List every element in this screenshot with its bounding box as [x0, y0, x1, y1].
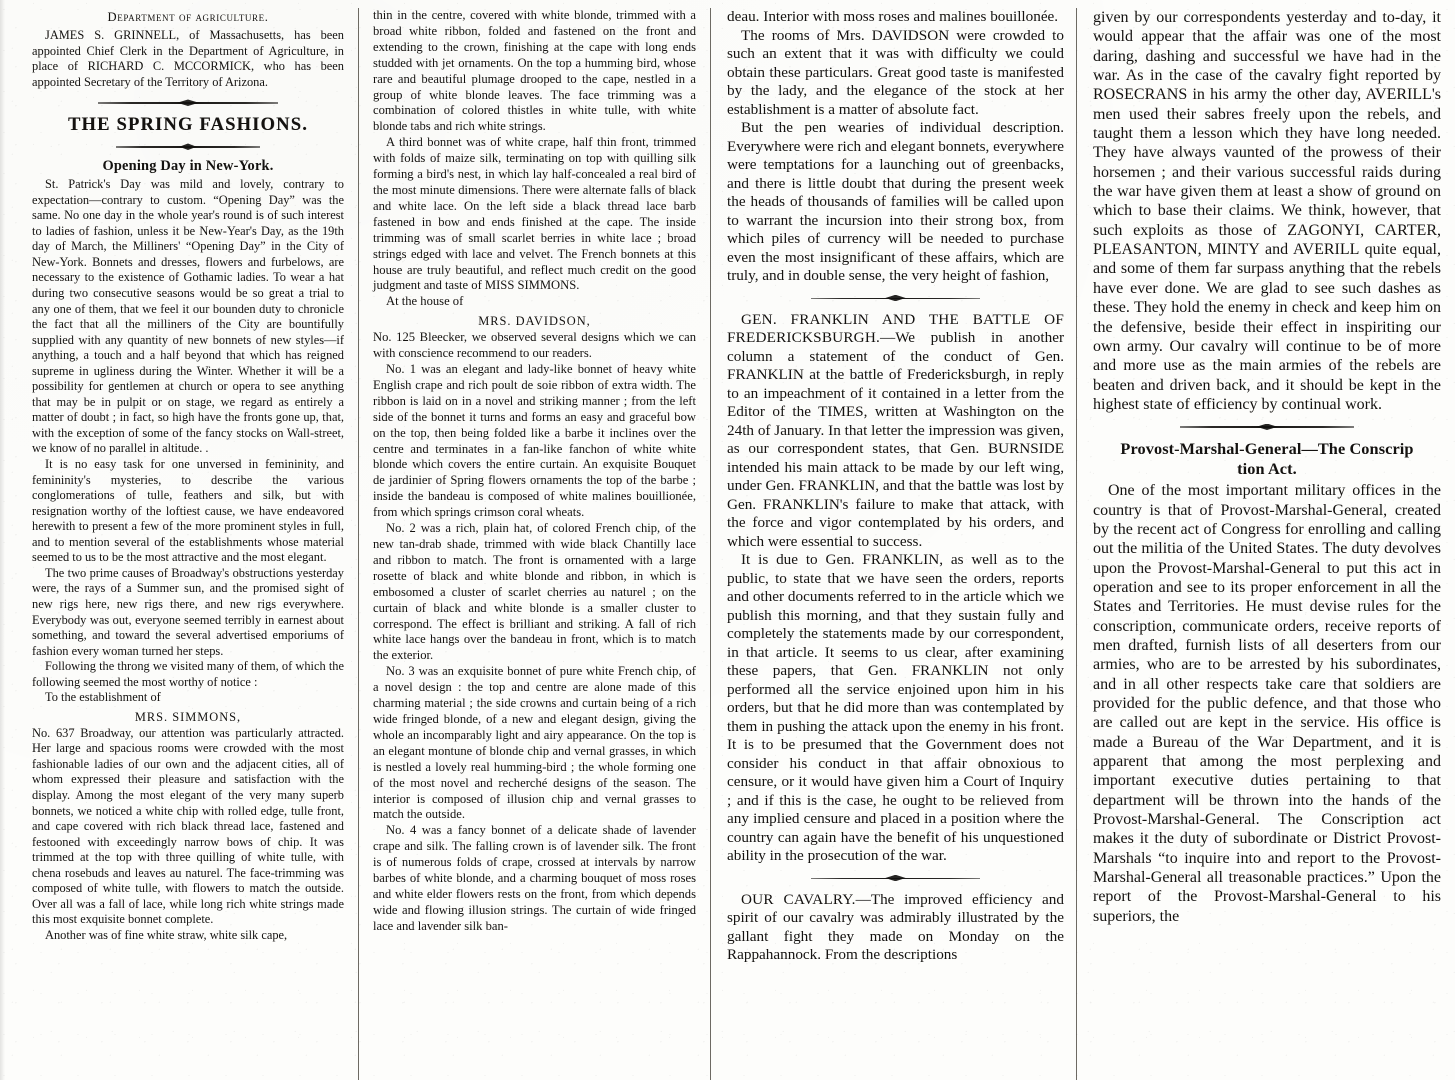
our-cavalry-article-opening: [727, 891, 1064, 965]
column-2: [358, 8, 710, 1080]
mrs-davidson-name-header: MRS. DAVIDSON,: [478, 314, 591, 329]
spring-fashions-paragraph-7: Another was of fine white straw, white silk cape,: [45, 927, 288, 942]
provost-marshal-general-paragraph: One of the most important military offices in the country is that of Provost-Marshal-General, created by the recent act of Congress for enrolling and calling out the militia of the United States. The duty devolves upon the Provost-Marshal-General to put this act in operation and see to its proper enforcement in all the States and Territories. He must devise rules for the conscription, communicate orders, receive reports of men drafted, furnish lists of all deserters from our armies, who are to be arrested by his subordinates, and in all other respects take care that soldiers are provided for the public defence, and that those who are called out are kept in the service. His office is made a Bureau of the War Department, and it is apparent that among the most perplexing and important executive duties pertaining to that department will be thrown into the hands of the Provost-Marshal-General. The Conscription act makes it the duty of subordinate or District Provost-Marshals “to inquire into and report to the Provost-Marshal-General all treasonable practices.” Upon the report of the Provost-Marshal-General to his superiors, the: [1093, 482, 1441, 925]
article-divider-rule-provost-marshal: [1180, 421, 1354, 433]
mrs-simmons-name-header: MRS. SIMMONS,: [134, 709, 242, 724]
bonnet-no-1-paragraph: No. 1 was an elegant and lady-like bonnet of heavy white English crape and rich poult de soie ribbon of extra width. The ribbon is laid on in a novel and striking manner ; from the left side of the bonnet it turns and forms an easy and graceful bow on the top, then being folded like a barbe it inclines over the centre and terminates in a fan-like fanchon of white white blonde which covers the entire curtain. An exquisite Bouquet de jardinier of Spring flowers ornaments the top of the barbe ; inside the bandeau is composed of white malines bouillionée, from which springs crimson coral wheats.: [373, 362, 696, 520]
spring-fashions-paragraph-1: St. Patrick's Day was mild and lovely, contrary to expectation—contrary to custom. “Opening Day” was the same. No one day in the whole year's round is of such interest to ladies of fashion, unless it be New-Year's Day, as the 19th day of March, the Milliners' “Opening Day” in the City of New-York. Bonnets and dresses, flowers and furbelows, are necessary to the existence of Gothamic ladies. To wear a hat during two consecutive seasons would be so great a trial to any one of them, that we feel it our bounden duty to chronicle the fact that all the milliners of the City are bountifully supplied with any quantity of new bonnets of new styles—if anything, a touch and a half beyond that which has reigned supreme in ugliness during the Winter. Whether it will be a possibility for gentlemen at church or opera to see anything that may be in pulpit or on stage, we regard as entirely a matter of doubt ; in fact, so high have the fronts gone up, that, with the exception of some of the fancy stocks on Wall-street, we know of no parallel in altitude. .: [32, 177, 344, 456]
provost-marshal-headline-line-2: tion Act.: [1237, 459, 1297, 479]
mrs-davidson-intro-paragraph: No. 125 Bleecker, we observed several designs which we can with conscience recommend to our readers.: [373, 330, 696, 361]
article-divider-rule-gen-franklin: [811, 293, 980, 305]
bonnet-description-continued: thin in the centre, covered with white blonde, trimmed with a broad white ribbon, folded and fastened on the front and extending to the crown, finishing at the cape with long ends studded with jet ornaments. On the top a humming bird, whose rare and beautiful plumage drooped to the cape, nestled in a group of white blonde leaves. The face trimming was a combination of colored thistles in white tulle, with white blonde tabs and rich white strings.: [373, 8, 696, 134]
headline-underline-rule: [116, 141, 260, 153]
column-4: [1076, 8, 1449, 1080]
spring-fashions-paragraph-2: It is no easy task for one unversed in femininity, and femininity's mysteries, to describe the various conglomerations of tulle, feathers and silk, but with resignation worthy of the loftiest cause, we have endeavored herewith to present a few of the more prominent styles in full, and to mention several of the establishments whose material seemed to us to be the most attractive and the most elegant.: [32, 457, 344, 565]
our-cavalry-continued-paragraph: given by our correspondents yesterday and to-day, it would appear that the affair was one of the most daring, dashing and successful we have had in the war. As in the case of the cavalry fight reported by ROSECRANS in his army the other day, AVERILL's men used their sabres freely upon the rebels, and taught them a lesson which they have long needed. They have always vaunted of the prowess of their horsemen ; and their various successful raids during the war have given them at least a show of ground on which to base their claims. We think, however, that such exploits as those of ZAGONYI, CARTER, PLEASANTON, MINTY and AVERILL quite equal, and some of them far surpass anything that the rebels have ever done. We are glad to see such dashes as these. They hold the enemy in check and keep him on the defensive, beside their effect in inspiriting our own army. Our cavalry will continue to be of more and more use as the main armies of the rebels are beaten and driven back, and it should be kept in the highest state of efficiency by continual work.: [1093, 9, 1441, 413]
provost-marshal-headline-line-1: Provost-Marshal-General—The Conscrip: [1120, 439, 1414, 459]
column-3: [710, 8, 1076, 1080]
article-divider-rule-our-cavalry: [811, 873, 980, 885]
spring-fashions-paragraph-4: Following the throng we visited many of them, of which the following seemed the most worthy of notice :: [32, 659, 344, 689]
our-cavalry-lead-in: OUR CAVALRY.: [741, 890, 856, 908]
third-bonnet-paragraph: A third bonnet was of white crape, half thin front, trimmed with folds of maize silk, terminating on top with quilling silk forming a bird's nest, in which lay half-concealed a real bird of the most minute dimensions. There were alternate falls of black and white lace. On the left side a black thread lace barb fastened in bow and ends finished at the cape. The inside trimming was of small scarlet berries in white lace ; broad strings edged with lace and velvet. The French bonnets at this house are truly beautiful, and reflect much credit on the good judgment and taste of MISS SIMMONS.: [373, 135, 696, 293]
mrs-davidson-rooms-paragraph: The rooms of Mrs. DAVIDSON were crowded to such an extent that it was with difficulty we could obtain these particulars. Great good taste is manifested by the lady, and the elegance of the stock at her establishment is a matter of absolute fact.: [727, 26, 1064, 118]
column-1: [6, 8, 358, 1080]
bonnet-no-3-paragraph: No. 3 was an exquisite bonnet of pure white French chip, of a novel design : the top and centre are alone made of this charming material ; the side crowns and curtain being of a rich wide fringed blonde, of a new and elegant design, giving the whole an incomparably light and airy appearance. On the top is an elegant montune of blonde chip and vernal grasses, in which is nestled a lovely real humming-bird ; the whole forming one of the most novel and recherché designs of the season. The interior is composed of illusion chip and vernal grasses to match the outside.: [373, 664, 696, 822]
pen-wearies-paragraph: But the pen wearies of individual description. Everywhere were rich and elegant bonnets, everywhere were temptations for a launching out of greenbacks, and there is little doubt that during the present week the heads of thousands of families will be called upon to warrant the incursion into their strong box, from which piles of currency will be needed to purchase even the most insignificant of these affairs, which are truly, and in double sense, the very height of fashion,: [727, 119, 1064, 284]
bonnet-no-2-paragraph: No. 2 was a rich, plain hat, of colored French chip, of the new tan-drab shade, trimmed with wide black Chantilly lace and ribbon to match. The front is ornamented with a large rosette of black and white blonde and ribbon, in which is embosomed a cluster of scarlet cherries au naturel ; on the curtain of black and white blonde is a smaller cluster to correspond. The effect is brilliant and striking. A fall of rich white lace hangs over the bandeau in front, which is to match the exterior.: [373, 521, 696, 663]
gen-franklin-article-body: —We publish in another column a statement of the conduct of Gen. FRANKLIN at the battle of Fredericksburgh, in reply to an impeachment of it contained in a letter from the Editor of the TIMES, written at Washington on the 24th of January. In that letter the impression was given, as our correspondent states, that Gen. BURNSIDE intended his main attack to be made by our left wing, under Gen. FRANKLIN, and that the battle was lost by Gen. FRANKLIN's failure to make that attack, with the force and vigor contemplated by his orders, and which were essential to success.: [727, 329, 1064, 550]
provost-marshal-general-headline: [1093, 439, 1441, 479]
gen-franklin-paragraph-2: It is due to Gen. FRANKLIN, as well as to the public, to state that we have seen the orders, reports and other documents referred to in the article which we publish this morning, and that they sustain fully and completely the statements made by our correspondent, in that article. It seems to us clear, after examining these papers, that Gen. FRANKLIN not only performed all the service enjoined upon him in his orders, but that he did more than was contemplated by them in pushing the attack upon the enemy in his front. It is to be presumed that the Government does not consider his conduct in that affair obnoxious to censure, or it would have given him a Court of Inquiry ; and if this is the case, he ought to be relieved from any implied censure and placed in a position where the country can again have the benefit of his unquestioned ability in the prosecution of the war.: [727, 551, 1064, 864]
section-divider-rule: [98, 97, 279, 109]
spring-fashions-headline: THE SPRING FASHIONS.: [67, 115, 309, 136]
mrs-simmons-paragraph: No. 637 Broadway, our attention was particularly attracted. Her large and spacious rooms were crowded with the most fashionable ladies of our own and the adjacent cities, all of whom expressed their pleasure and satisfaction with the display. Among the most elegant of the very many superb bonnets, we noticed a white chip with rolled edge, tulle front, and cape covered with rich black thread lace, fastened and festooned with exceedingly narrow bows of chip. It was trimmed at the top with three quilling of white tulle, with chena rosebuds and leaves au naturel. The face-trimming was composed of white tulle, with flowers to match the outside. Over all was a fall of lace, while long rich white strings made this most exquisite bonnet complete.: [32, 725, 344, 927]
department-of-agriculture-paragraph: JAMES S. GRINNELL, of Massachusetts, has been appointed Chief Clerk in the Department of Agriculture, in place of RICHARD C. MCCORMICK, who has been appointed Secretary of the Territory of Arizona.: [32, 28, 344, 89]
bandeau-continued-paragraph: deau. Interior with moss roses and malines bouillonée.: [727, 8, 1059, 25]
gen-franklin-article-lead-in: GEN. FRANKLIN AND THE BATTLE OF FREDERICKSBURGH.: [727, 310, 1064, 346]
spring-fashions-paragraph-3: The two prime causes of Broadway's obstructions yesterday were, the rays of a Summer sun, and the promised sight of new rigs here, new rigs there, and new rigs everywhere. Everybody was out, everyone seemed terribly in earnest about something, and toward the several advertised emporiums of fashion every woman turned her steps.: [32, 565, 344, 658]
bonnet-no-4-paragraph: No. 4 was a fancy bonnet of a delicate shade of lavender crape and silk. The falling crown is of lavender silk. The front is of numerous folds of crape, crossed at intervals by narrow barbes of white blonde, and a charming bouquet of moss roses and white elder flowers rests on the front, from which depends wide and flowing illusion strings. The curtain of wide fringed lace and lavender silk ban-: [373, 823, 696, 933]
at-the-house-of-line: At the house of: [386, 294, 464, 309]
our-cavalry-body: —The improved efficiency and spirit of our cavalry was admirably illustrated by the gallant fight they made on Monday on the Rappahannock. From the descriptions: [727, 890, 1064, 963]
opening-day-subhead: Opening Day in New-York.: [102, 158, 274, 175]
department-of-agriculture-header: Department of agriculture.: [107, 10, 269, 24]
establishment-intro-line: To the establishment of: [45, 690, 161, 705]
gen-franklin-article-opening: [727, 311, 1064, 552]
